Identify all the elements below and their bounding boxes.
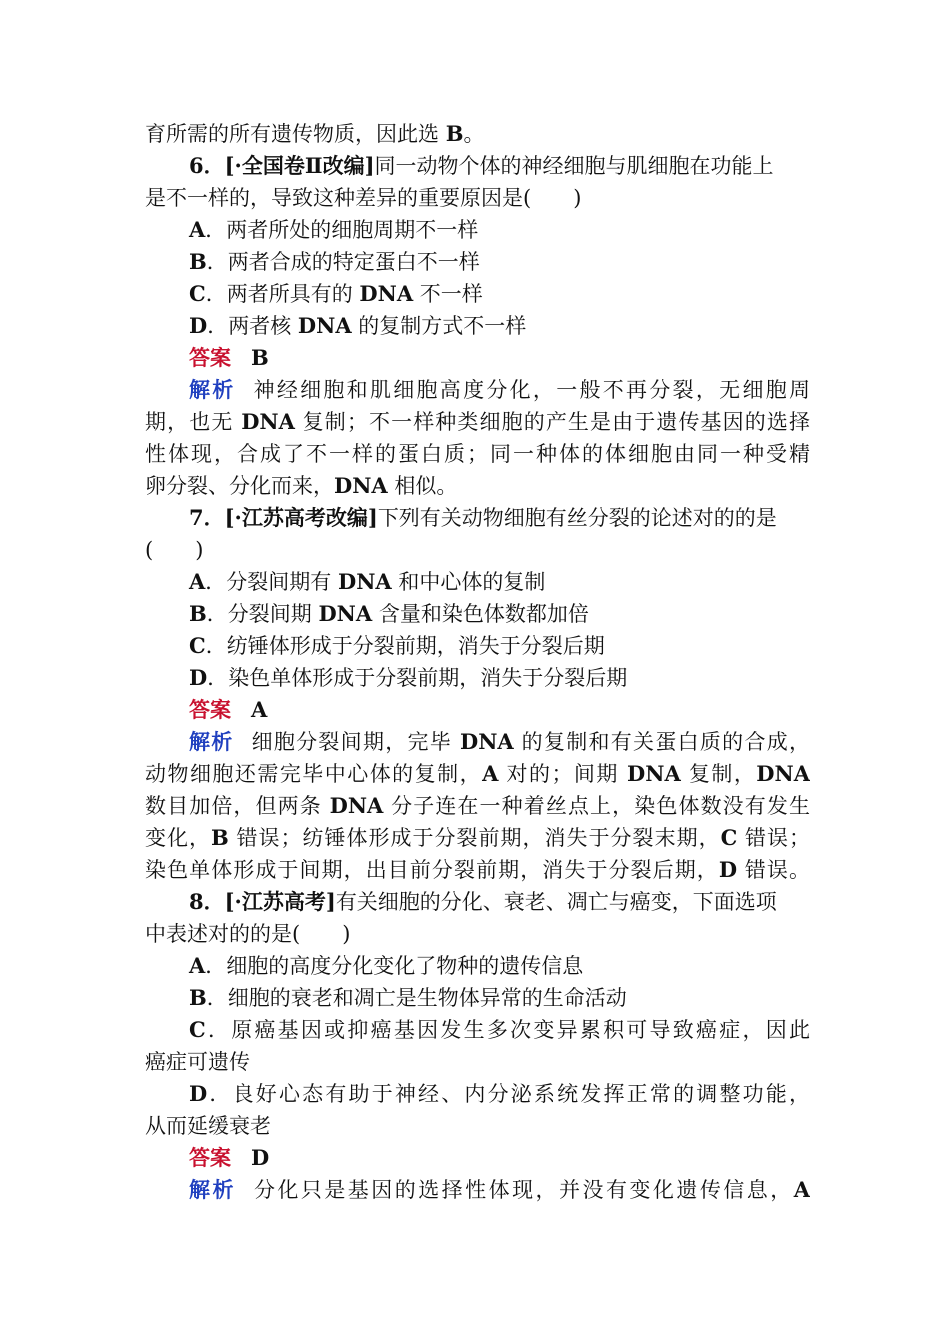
text-line bbox=[145, 150, 810, 182]
line-text: C．纺锤体形成于分裂前期，消失于分裂后期 bbox=[189, 633, 605, 658]
line-text: 染色单体形成于间期，出目前分裂前期，消失于分裂后期，D 错误。 bbox=[145, 857, 810, 882]
line-text: 性体现，合成了不一样的蛋白质；同一种体的体细胞由同一种受精 bbox=[145, 442, 810, 466]
text-line bbox=[145, 1078, 810, 1110]
line-text: 动物细胞还需完毕中心体的复制，A 对的；间期 DNA 复制，DNA bbox=[145, 761, 810, 786]
line-text: 同一动物个体的神经细胞与肌细胞在功能上 bbox=[374, 154, 774, 178]
text-line bbox=[145, 342, 810, 374]
line-text: ( ) bbox=[145, 538, 204, 562]
text-line bbox=[145, 182, 810, 214]
text-line bbox=[145, 374, 810, 406]
text-line bbox=[145, 118, 810, 150]
text-line bbox=[145, 822, 810, 854]
question-source-tag: [·江苏高考] bbox=[224, 889, 336, 914]
line-text: B．细胞的衰老和凋亡是生物体异常的生命活动 bbox=[189, 985, 627, 1010]
document-page bbox=[145, 118, 810, 1206]
text-line bbox=[145, 886, 810, 918]
text-line bbox=[145, 630, 810, 662]
answer-label: 答案 bbox=[189, 1145, 231, 1170]
text-line bbox=[145, 726, 810, 758]
text-line bbox=[145, 1142, 810, 1174]
line-text: D．良好心态有助于神经、内分泌系统发挥正常的调整功能， bbox=[189, 1081, 810, 1106]
text-line bbox=[145, 950, 810, 982]
text-line bbox=[145, 854, 810, 886]
answer-value: A bbox=[251, 697, 268, 722]
line-text: A．两者所处的细胞周期不一样 bbox=[189, 217, 479, 242]
line-text: 癌症可遗传 bbox=[145, 1050, 250, 1074]
text-line bbox=[145, 438, 810, 470]
text-line bbox=[145, 502, 810, 534]
answer-value: D bbox=[251, 1145, 270, 1170]
text-line bbox=[145, 406, 810, 438]
text-line bbox=[145, 694, 810, 726]
explanation-label: 解析 bbox=[189, 729, 234, 754]
text-line bbox=[145, 790, 810, 822]
line-text: 是不一样的，导致这种差异的重要原因是( ) bbox=[145, 186, 582, 210]
question-number: 8． bbox=[189, 889, 225, 914]
question-number: 6． bbox=[189, 153, 225, 178]
question-source-tag: [·江苏高考改编] bbox=[224, 505, 378, 530]
text-line bbox=[145, 662, 810, 694]
line-text: D．染色单体形成于分裂前期，消失于分裂后期 bbox=[189, 665, 628, 690]
line-text: D．两者核 DNA 的复制方式不一样 bbox=[189, 313, 527, 338]
text-line bbox=[145, 278, 810, 310]
line-text: 数目加倍，但两条 DNA 分子连在一种着丝点上，染色体数没有发生 bbox=[145, 793, 810, 818]
line-text: C．两者所具有的 DNA 不一样 bbox=[189, 281, 483, 306]
line-text: C．原癌基因或抑癌基因发生多次变异累积可导致癌症，因此 bbox=[189, 1017, 810, 1042]
answer-label: 答案 bbox=[189, 697, 231, 722]
text-line bbox=[145, 1046, 810, 1078]
text-line bbox=[145, 566, 810, 598]
question-source-tag: [·全国卷Ⅱ改编] bbox=[224, 153, 375, 178]
text-line bbox=[145, 1110, 810, 1142]
line-text: 卵分裂、分化而来，DNA 相似。 bbox=[145, 473, 458, 498]
answer-label: 答案 bbox=[189, 345, 231, 370]
text-line bbox=[145, 310, 810, 342]
line-text: 变化，B 错误；纺锤体形成于分裂前期，消失于分裂末期，C 错误； bbox=[145, 825, 810, 850]
text-line bbox=[145, 918, 810, 950]
line-text: A．细胞的高度分化变化了物种的遗传信息 bbox=[189, 953, 584, 978]
text-line bbox=[145, 246, 810, 278]
text-line bbox=[145, 982, 810, 1014]
line-text: 期，也无 DNA 复制；不一样种类细胞的产生是由于遗传基因的选择 bbox=[145, 409, 810, 434]
text-line bbox=[145, 758, 810, 790]
answer-value: B bbox=[251, 345, 269, 370]
line-text: 分化只是基因的选择性体现，并没有变化遗传信息，A bbox=[253, 1177, 810, 1202]
text-line bbox=[145, 1014, 810, 1046]
line-text: 育所需的所有遗传物质，因此选 B。 bbox=[145, 121, 485, 146]
line-text: A．分裂间期有 DNA 和中心体的复制 bbox=[189, 569, 546, 594]
text-line bbox=[145, 470, 810, 502]
line-text: B．分裂间期 DNA 含量和染色体数都加倍 bbox=[189, 601, 589, 626]
explanation-label: 解析 bbox=[189, 377, 236, 402]
explanation-label: 解析 bbox=[189, 1177, 236, 1202]
line-text: 中表述对的的是( ) bbox=[145, 922, 351, 946]
text-line bbox=[145, 598, 810, 630]
text-line bbox=[145, 214, 810, 246]
line-text: 细胞分裂间期，完毕 DNA 的复制和有关蛋白质的合成， bbox=[251, 729, 810, 754]
text-line bbox=[145, 534, 810, 566]
question-number: 7． bbox=[189, 505, 225, 530]
line-text: B．两者合成的特定蛋白不一样 bbox=[189, 249, 480, 274]
line-text: 有关细胞的分化、衰老、凋亡与癌变，下面选项 bbox=[335, 890, 777, 914]
line-text: 从而延缓衰老 bbox=[145, 1114, 271, 1138]
text-line bbox=[145, 1174, 810, 1206]
line-text: 下列有关动物细胞有丝分裂的论述对的的是 bbox=[377, 506, 777, 530]
line-text: 神经细胞和肌细胞高度分化，一般不再分裂，无细胞周 bbox=[253, 378, 810, 402]
